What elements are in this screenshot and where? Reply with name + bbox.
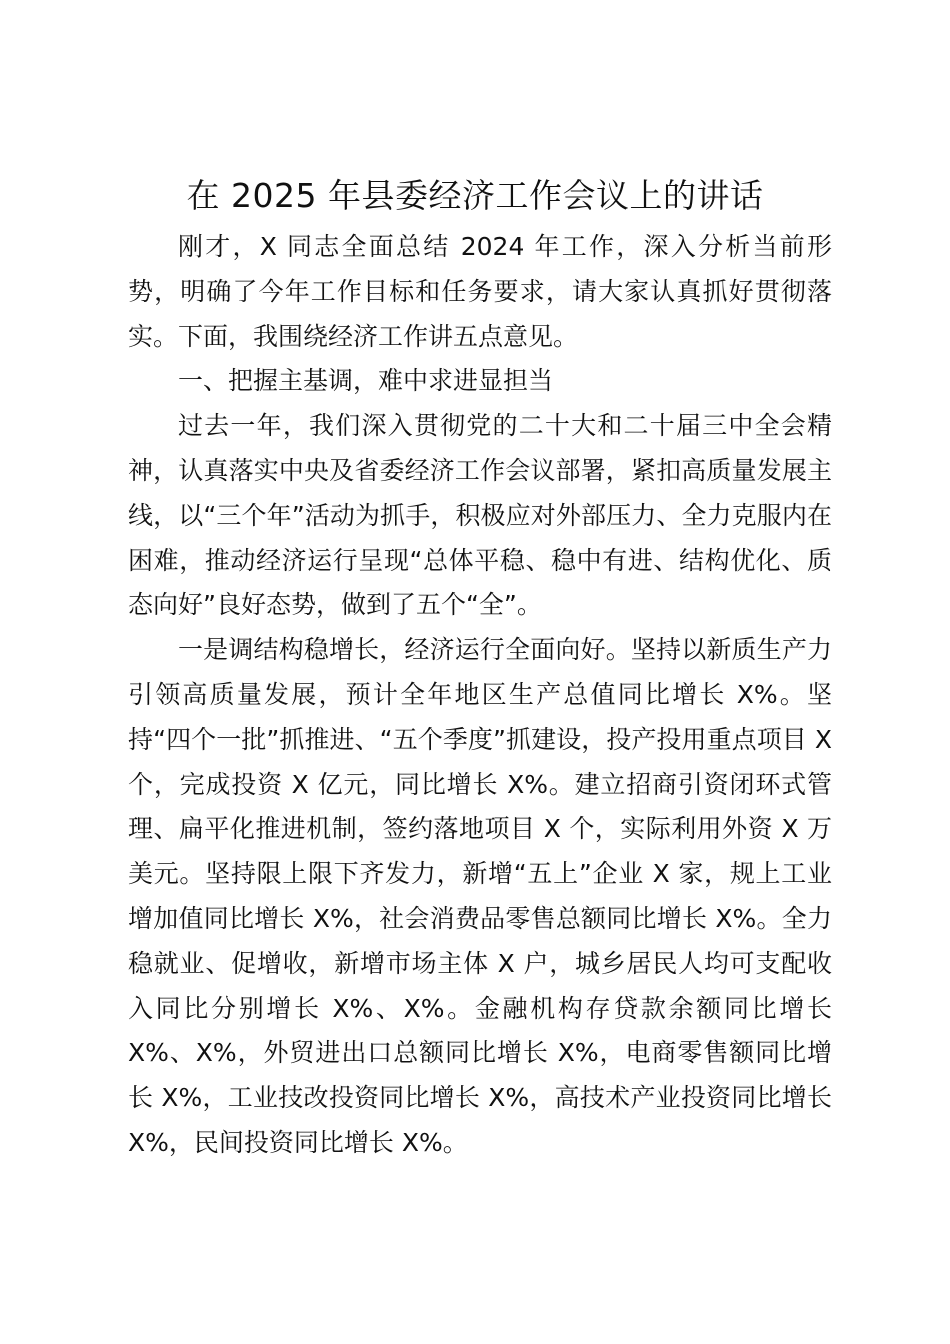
achievement-paragraph: 一是调结构稳增长，经济运行全面向好。坚持以新质生产力引领高质量发展，预计全年地区生产总值同比增长 X%。坚持“四个一批”抓推进、“五个季度”抓建设，投产投用重点项目 X 个，完成投资 X 亿元，同比增长 X%。建立招商引资闭环式管理、扁平化推进机制，签约落地项目 X 个，实际利用外资 X 万美元。坚持限上限下齐发力，新增“五上”企业 X 家，规上工业增加值同比增长 X%，社会消费品零售总额同比增长 X%。全力稳就业、促增收，新增市场主体 X 户，城乡居民人均可支配收入同比分别增长 X%、X%。金融机构存贷款余额同比增长 X%、X%，外贸进出口总额同比增长 X%，电商零售额同比增长 X%，工业技改投资同比增长 X%，高技术产业投资同比增长 X%，民间投资同比增长 X%。 [128,635,832,1157]
section-heading: 一、把握主基调，难中求进显担当 [178,366,554,396]
opening-paragraph: 刚才，X 同志全面总结 2024 年工作，深入分析当前形势，明确了今年工作目标和任务要求，请大家认真抓好贯彻落实。下面，我围绕经济工作讲五点意见。 [128,232,832,351]
document-title: 在 2025 年县委经济工作会议上的讲话 [186,176,764,215]
document-body [128,225,832,1166]
review-paragraph: 过去一年，我们深入贯彻党的二十大和二十届三中全会精神，认真落实中央及省委经济工作会议部署，紧扣高质量发展主线，以“三个年”活动为抓手，积极应对外部压力、全力克服内在困难，推动经济运行呈现“总体平稳、稳中有进、结构优化、质态向好”良好态势，做到了五个“全”。 [128,411,832,620]
